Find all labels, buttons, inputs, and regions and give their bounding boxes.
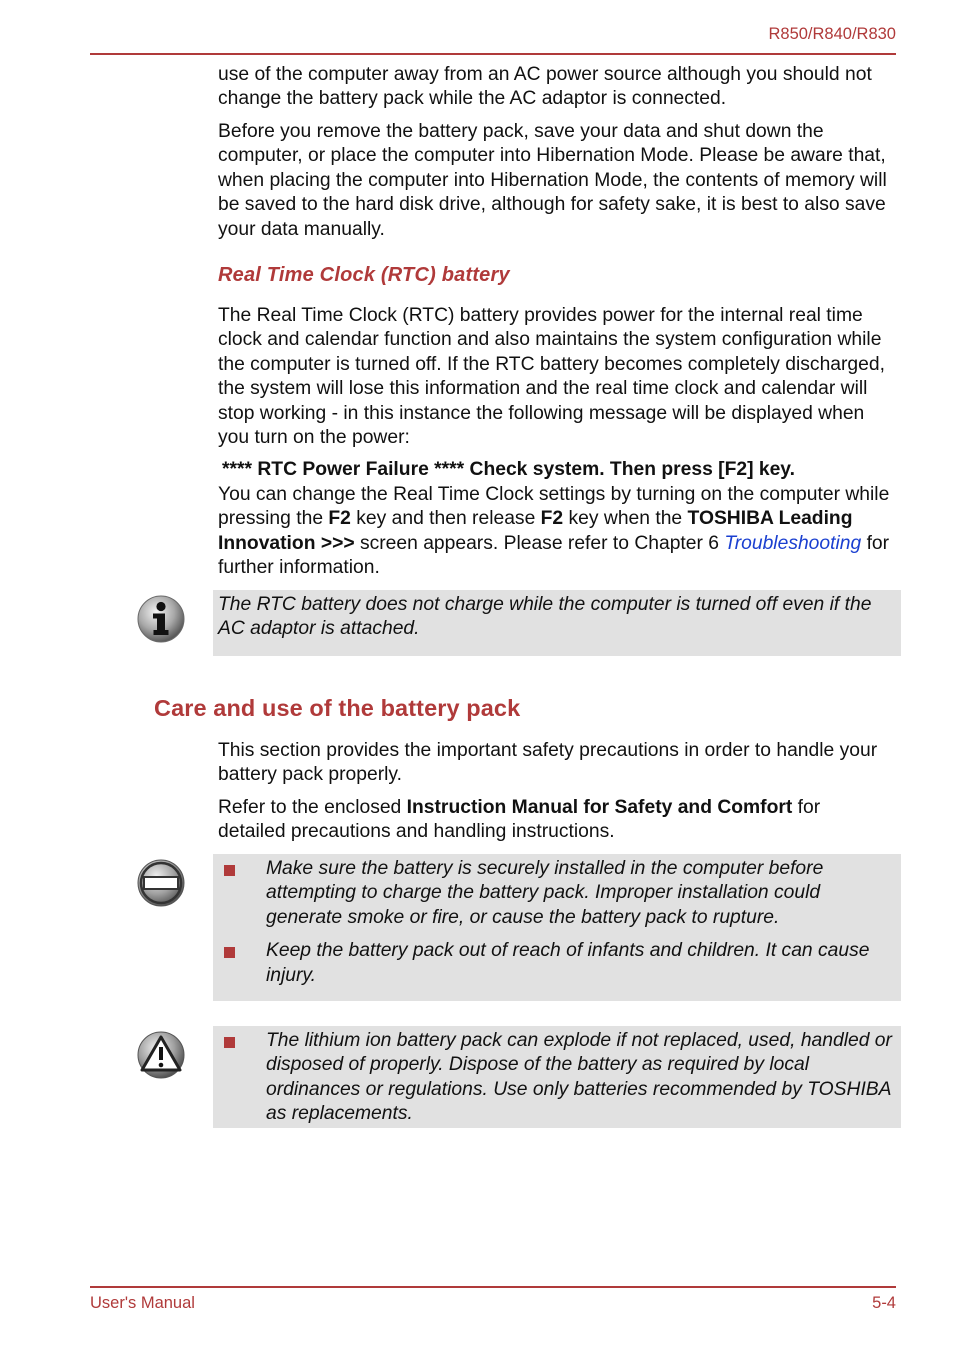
footer-rule [90,1286,896,1288]
paragraph-intro-1: use of the computer away from an AC power source although you should not change the battery pack while the AC adaptor is connected. [218,64,872,110]
prohibit-icon [136,858,186,908]
rtc-p2-text-c: key and then release [350,508,541,530]
f2-key-label-1: F2 [328,508,351,530]
rtc-paragraph-2 [218,483,890,581]
rtc-note-text: The RTC battery does not charge while the computer is turned off even if the AC adaptor is attached. [218,594,872,640]
care-heading: Care and use of the battery pack [154,695,521,721]
bullet-square-icon [224,1037,235,1048]
rtc-paragraph-1: The Real Time Clock (RTC) battery provides power for the internal real time clock and calendar function and also maintains the system configuration while the computer is turned off. If the RTC battery becomes completely discharged, the system will lose this information and the real time clock and calendar will stop working - in this instance the following message will be displayed when you turn on the power: [218,305,885,449]
bullet-square-icon [224,947,235,958]
prohibit-item [218,857,891,930]
header-model-number: R850/R840/R830 [768,25,896,43]
care-p2-text-c: for detailed precautions and handling instructions. [218,797,821,843]
header-rule [90,53,896,55]
rtc-heading: Real Time Clock (RTC) battery [218,264,510,286]
care-p2-text-a: Refer to the enclosed [218,797,407,818]
prohibit-item-text: Keep the battery pack out of reach of infants and children. It can cause injury. [266,940,870,986]
safety-manual-title: Instruction Manual for Safety and Comfort [406,797,793,818]
rtc-error-message: **** RTC Power Failure **** Check system. Then press [F2] key. [222,459,795,480]
care-paragraph-1: This section provides the important safety precautions in order to handle your battery pack properly. [218,740,878,786]
troubleshooting-link[interactable]: Troubleshooting [724,532,862,554]
rtc-p2-text-g: screen appears. Please refer to Chapter 6 [354,532,725,554]
warning-box [213,1026,901,1128]
footer-manual-label: User's Manual [90,1294,195,1312]
rtc-p2-text-e: key when the [563,508,688,530]
prohibit-item [218,939,891,988]
paragraph-intro-2: Before you remove the battery pack, save your data and shut down the computer, or place the computer into Hibernation Mode. Please be aware that, when placing the computer into Hibernation Mode, the contents of memory will be saved to the hard disk drive, although for safety sake, it is best to also save your data manually. [218,121,887,240]
warning-item [218,1029,893,1127]
warning-icon [136,1030,186,1080]
bullet-square-icon [224,865,235,876]
prohibit-box [213,854,901,1001]
footer-page-number: 5-4 [872,1294,896,1312]
care-paragraph-2 [218,796,890,845]
prohibit-item-text: Make sure the battery is securely installed in the computer before attempting to charge the battery pack. Improper installation could generate smoke or fire, or cause the battery pack to rupture. [266,858,824,928]
rtc-p2-text-h: for further information. [218,532,890,579]
rtc-note-box [213,590,901,656]
warning-item-text: The lithium ion battery pack can explode if not replaced, used, handled or disposed of properly. Dispose of the battery as required by local ordinances or regulations. Use only batteries recommended by TOSHIBA as replacements. [266,1030,892,1125]
toshiba-screen-label: TOSHIBA Leading Innovation >>> [218,508,853,554]
f2-key-label-2: F2 [540,508,564,530]
info-icon [136,594,186,644]
rtc-p2-text-a: You can change the Real Time Clock settings by turning on the computer while pressing the [218,484,890,530]
